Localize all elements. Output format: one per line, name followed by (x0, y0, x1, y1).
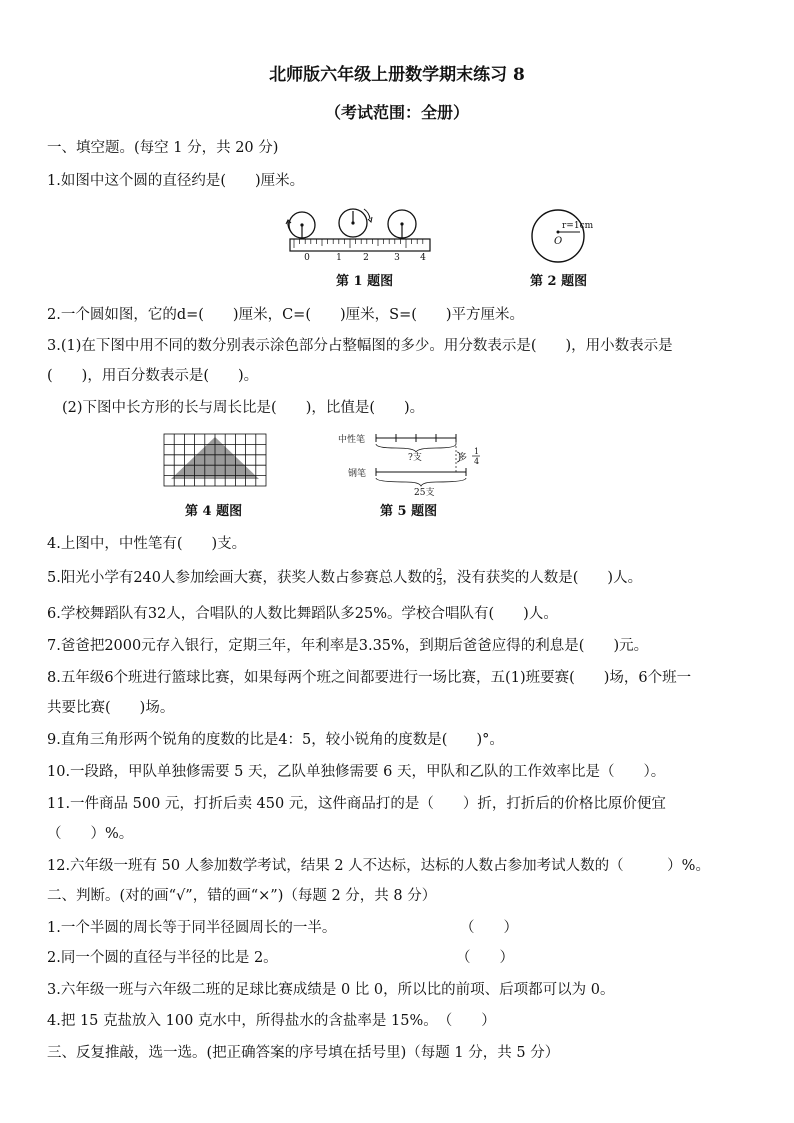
ruler-tick-3: 3 (394, 253, 400, 263)
page-title: 北师版六年级上册数学期末练习 8 (269, 65, 525, 85)
figure-1-caption: 第 1 题图 (336, 274, 394, 289)
question-8-line-2: 共要比赛( )场。 (47, 700, 175, 716)
judge-4: 4.把 15 克盐放入 100 克水中，所得盐水的含盐率是 15%。 （ ） (47, 1013, 496, 1029)
question-12: 12.六年级一班有 50 人参加数学考试，结果 2 人不达标，达标的人数占参加考试人数的（ ）%。 (47, 858, 710, 874)
section-2-heading: 二、判断。(对的画“√”，错的画“×”)（每题 2 分，共 8 分） (47, 888, 437, 904)
ruler-tick-4: 4 (420, 253, 426, 263)
figure-1-ruler (280, 203, 440, 265)
center-label: O (554, 236, 563, 247)
question-4: 4.上图中，中性笔有( )支。 (47, 536, 247, 552)
page-subtitle: （考试范围：全册） (324, 103, 469, 122)
judge-1-paren: （ ） (460, 920, 518, 936)
figure-5-caption: 第 5 题图 (380, 504, 438, 519)
fraction-den: 3 (436, 577, 443, 588)
ruler-tick-2: 2 (363, 253, 369, 263)
judge-2-paren: （ ） (456, 950, 514, 966)
question-1: 1.如图中这个圆的直径约是( )厘米。 (47, 173, 305, 189)
fraction-num: 2 (436, 567, 443, 578)
question-3-part-2: (2)下图中长方形的长与周长比是( )，比值是( )。 (62, 400, 425, 416)
figure-5-segments (336, 428, 486, 496)
question-2: 2.一个圆如图，它的d=( )厘米，C=( )厘米，S=( )平方厘米。 (47, 307, 525, 323)
judge-3: 3.六年级一班与六年级二班的足球比赛成绩是 0 比 0，所以比的前项、后项都可以为 0。 (47, 982, 615, 998)
ruler-tick-1: 1 (336, 253, 342, 263)
question-6: 6.学校舞蹈队有32人，合唱队的人数比舞蹈队多25%。学校合唱队有( )人。 (47, 606, 558, 622)
pen-more-num: 1 (474, 447, 480, 456)
figure-4-caption: 第 4 题图 (185, 504, 243, 519)
question-3-line-2: ( )，用百分数表示是( )。 (47, 368, 259, 384)
figure-2-circle (528, 206, 594, 266)
question-8-line-1: 8.五年级6个班进行篮球比赛，如果每两个班之间都要进行一场比赛，五(1)班要赛( )场，6个班一 (47, 670, 692, 686)
question-7: 7.爸爸把2000元存入银行，定期三年，年利率是3.35%，到期后爸爸应得的利息是( )元。 (47, 638, 649, 654)
question-11-line-2: （ ）%。 (47, 826, 134, 842)
question-10: 10.一段路，甲队单独修需要 5 天，乙队单独修需要 6 天，甲队和乙队的工作效率比是（ ）。 (47, 764, 666, 780)
question-9: 9.直角三角形两个锐角的度数的比是4：5，较小锐角的度数是( )°。 (47, 732, 504, 748)
radius-label: r=1cm (562, 221, 594, 231)
question-5-text-1: 5.阳光小学有240人参加绘画大赛，获奖人数占参赛总人数的 (47, 570, 437, 586)
pen-more-den: 4 (474, 457, 480, 466)
question-5-text-2: ，没有获奖的人数是( )人。 (442, 570, 643, 586)
ruler-tick-0: 0 (304, 253, 310, 263)
pen-unknown-label: ?支 (408, 453, 422, 463)
judge-1: 1.一个半圆的周长等于同半径圆周长的一半。 (47, 920, 337, 936)
section-3-heading: 三、反复推敲，选一选。(把正确答案的序号填在括号里)（每题 1 分，共 5 分） (47, 1045, 560, 1061)
figure-4-grid (163, 433, 267, 493)
pen-total-label: 25支 (414, 488, 435, 498)
pen-neutral-label: 中性笔 (338, 435, 366, 445)
figure-2-caption: 第 2 题图 (530, 274, 588, 289)
section-1-heading: 一、填空题。(每空 1 分，共 20 分) (47, 140, 279, 156)
question-5 (47, 568, 642, 588)
pen-steel-label: 钢笔 (348, 469, 367, 479)
pen-more-label: 多 (458, 453, 468, 463)
judge-2: 2.同一个圆的直径与半径的比是 2。 (47, 950, 278, 966)
question-11-line-1: 11.一件商品 500 元，打折后卖 450 元，这件商品打的是（ ）折，打折后的价格比原价便宜 (47, 796, 666, 812)
question-3-line-1: 3.(1)在下图中用不同的数分别表示涂色部分占整幅图的多少。用分数表示是( )，用小数表示是 (47, 338, 673, 354)
